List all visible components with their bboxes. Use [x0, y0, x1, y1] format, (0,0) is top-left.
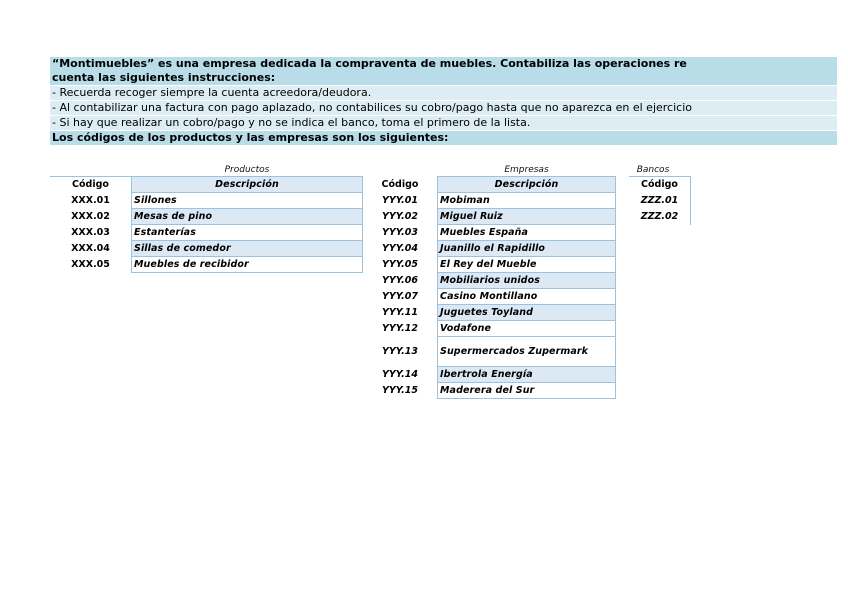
table-row-desc: Casino Montillano [438, 289, 616, 305]
bancos-title: Bancos [636, 165, 670, 175]
table-row-desc: Juanillo el Rapidillo [438, 241, 616, 257]
table-row-code: YYY.03 [382, 227, 418, 238]
table-row-code: YYY.01 [382, 195, 418, 206]
table-row-code: YYY.13 [382, 346, 418, 357]
table-row-desc: Mesas de pino [132, 209, 363, 225]
table-row-desc: Juguetes Toyland [438, 305, 616, 321]
table-row-desc: El Rey del Mueble [438, 257, 616, 273]
table-row-code: XXX.02 [71, 211, 110, 222]
intro-line-1: “Montimuebles” es una empresa dedicada la compraventa de muebles. Contabiliza las operaciones re [50, 57, 837, 71]
table-row-desc: Mobiliarios unidos [438, 273, 616, 289]
instruction-2: - Al contabilizar una factura con pago aplazado, no contabilices su cobro/pago hasta que no aparezca en el ejercicio [50, 101, 837, 115]
productos-code-header: Código [50, 177, 132, 193]
codes-heading: Los códigos de los productos y las empresas son los siguientes: [50, 131, 837, 145]
table-row-desc: Estanterías [132, 225, 363, 241]
table-row-code: YYY.04 [382, 243, 418, 254]
table-row-code: YYY.02 [382, 211, 418, 222]
table-row-code: YYY.06 [382, 275, 418, 286]
instruction-1: - Recuerda recoger siempre la cuenta acreedora/deudora. [50, 86, 837, 100]
bancos-code-header: Código [629, 176, 690, 193]
table-row-code: XXX.05 [71, 259, 110, 270]
table-row-code: YYY.14 [382, 369, 418, 380]
table-row-code: YYY.05 [382, 259, 418, 270]
table-row-desc: Ibertrola Energía [438, 367, 616, 383]
table-row-code: YYY.07 [382, 291, 418, 302]
empresas-table [363, 176, 616, 399]
table-row-code: YYY.12 [382, 323, 418, 334]
productos-title: Productos [224, 165, 270, 175]
table-row-code: XXX.04 [71, 243, 110, 254]
empresas-desc-header: Descripción [438, 177, 616, 193]
productos-desc-header: Descripción [132, 177, 363, 193]
table-row-desc: Vodafone [438, 321, 616, 337]
empresas-title: Empresas [504, 165, 549, 175]
bancos-table [629, 176, 691, 225]
table-row-code: XXX.01 [71, 195, 110, 206]
table-row-desc: Muebles de recibidor [132, 257, 363, 273]
instruction-3: - Si hay que realizar un cobro/pago y no se indica el banco, toma el primero de la lista. [50, 116, 837, 130]
table-row-code: YYY.15 [382, 385, 418, 396]
productos-table [50, 176, 363, 273]
table-row-desc: Muebles España [438, 225, 616, 241]
table-row-desc: Sillas de comedor [132, 241, 363, 257]
table-row-desc: Maderera del Sur [438, 383, 616, 399]
table-row-desc: Mobiman [438, 193, 616, 209]
table-row-code: XXX.03 [71, 227, 110, 238]
table-row-desc: Sillones [132, 193, 363, 209]
table-row-code: ZZZ.02 [640, 211, 679, 222]
table-row-code: ZZZ.01 [640, 195, 679, 206]
table-row-desc: Miguel Ruiz [438, 209, 616, 225]
table-row-desc: Supermercados Zupermark [438, 337, 616, 367]
empresas-code-header: Código [381, 179, 419, 190]
table-row-code: YYY.11 [382, 307, 418, 318]
intro-line-2: cuenta las siguientes instrucciones: [50, 71, 837, 85]
